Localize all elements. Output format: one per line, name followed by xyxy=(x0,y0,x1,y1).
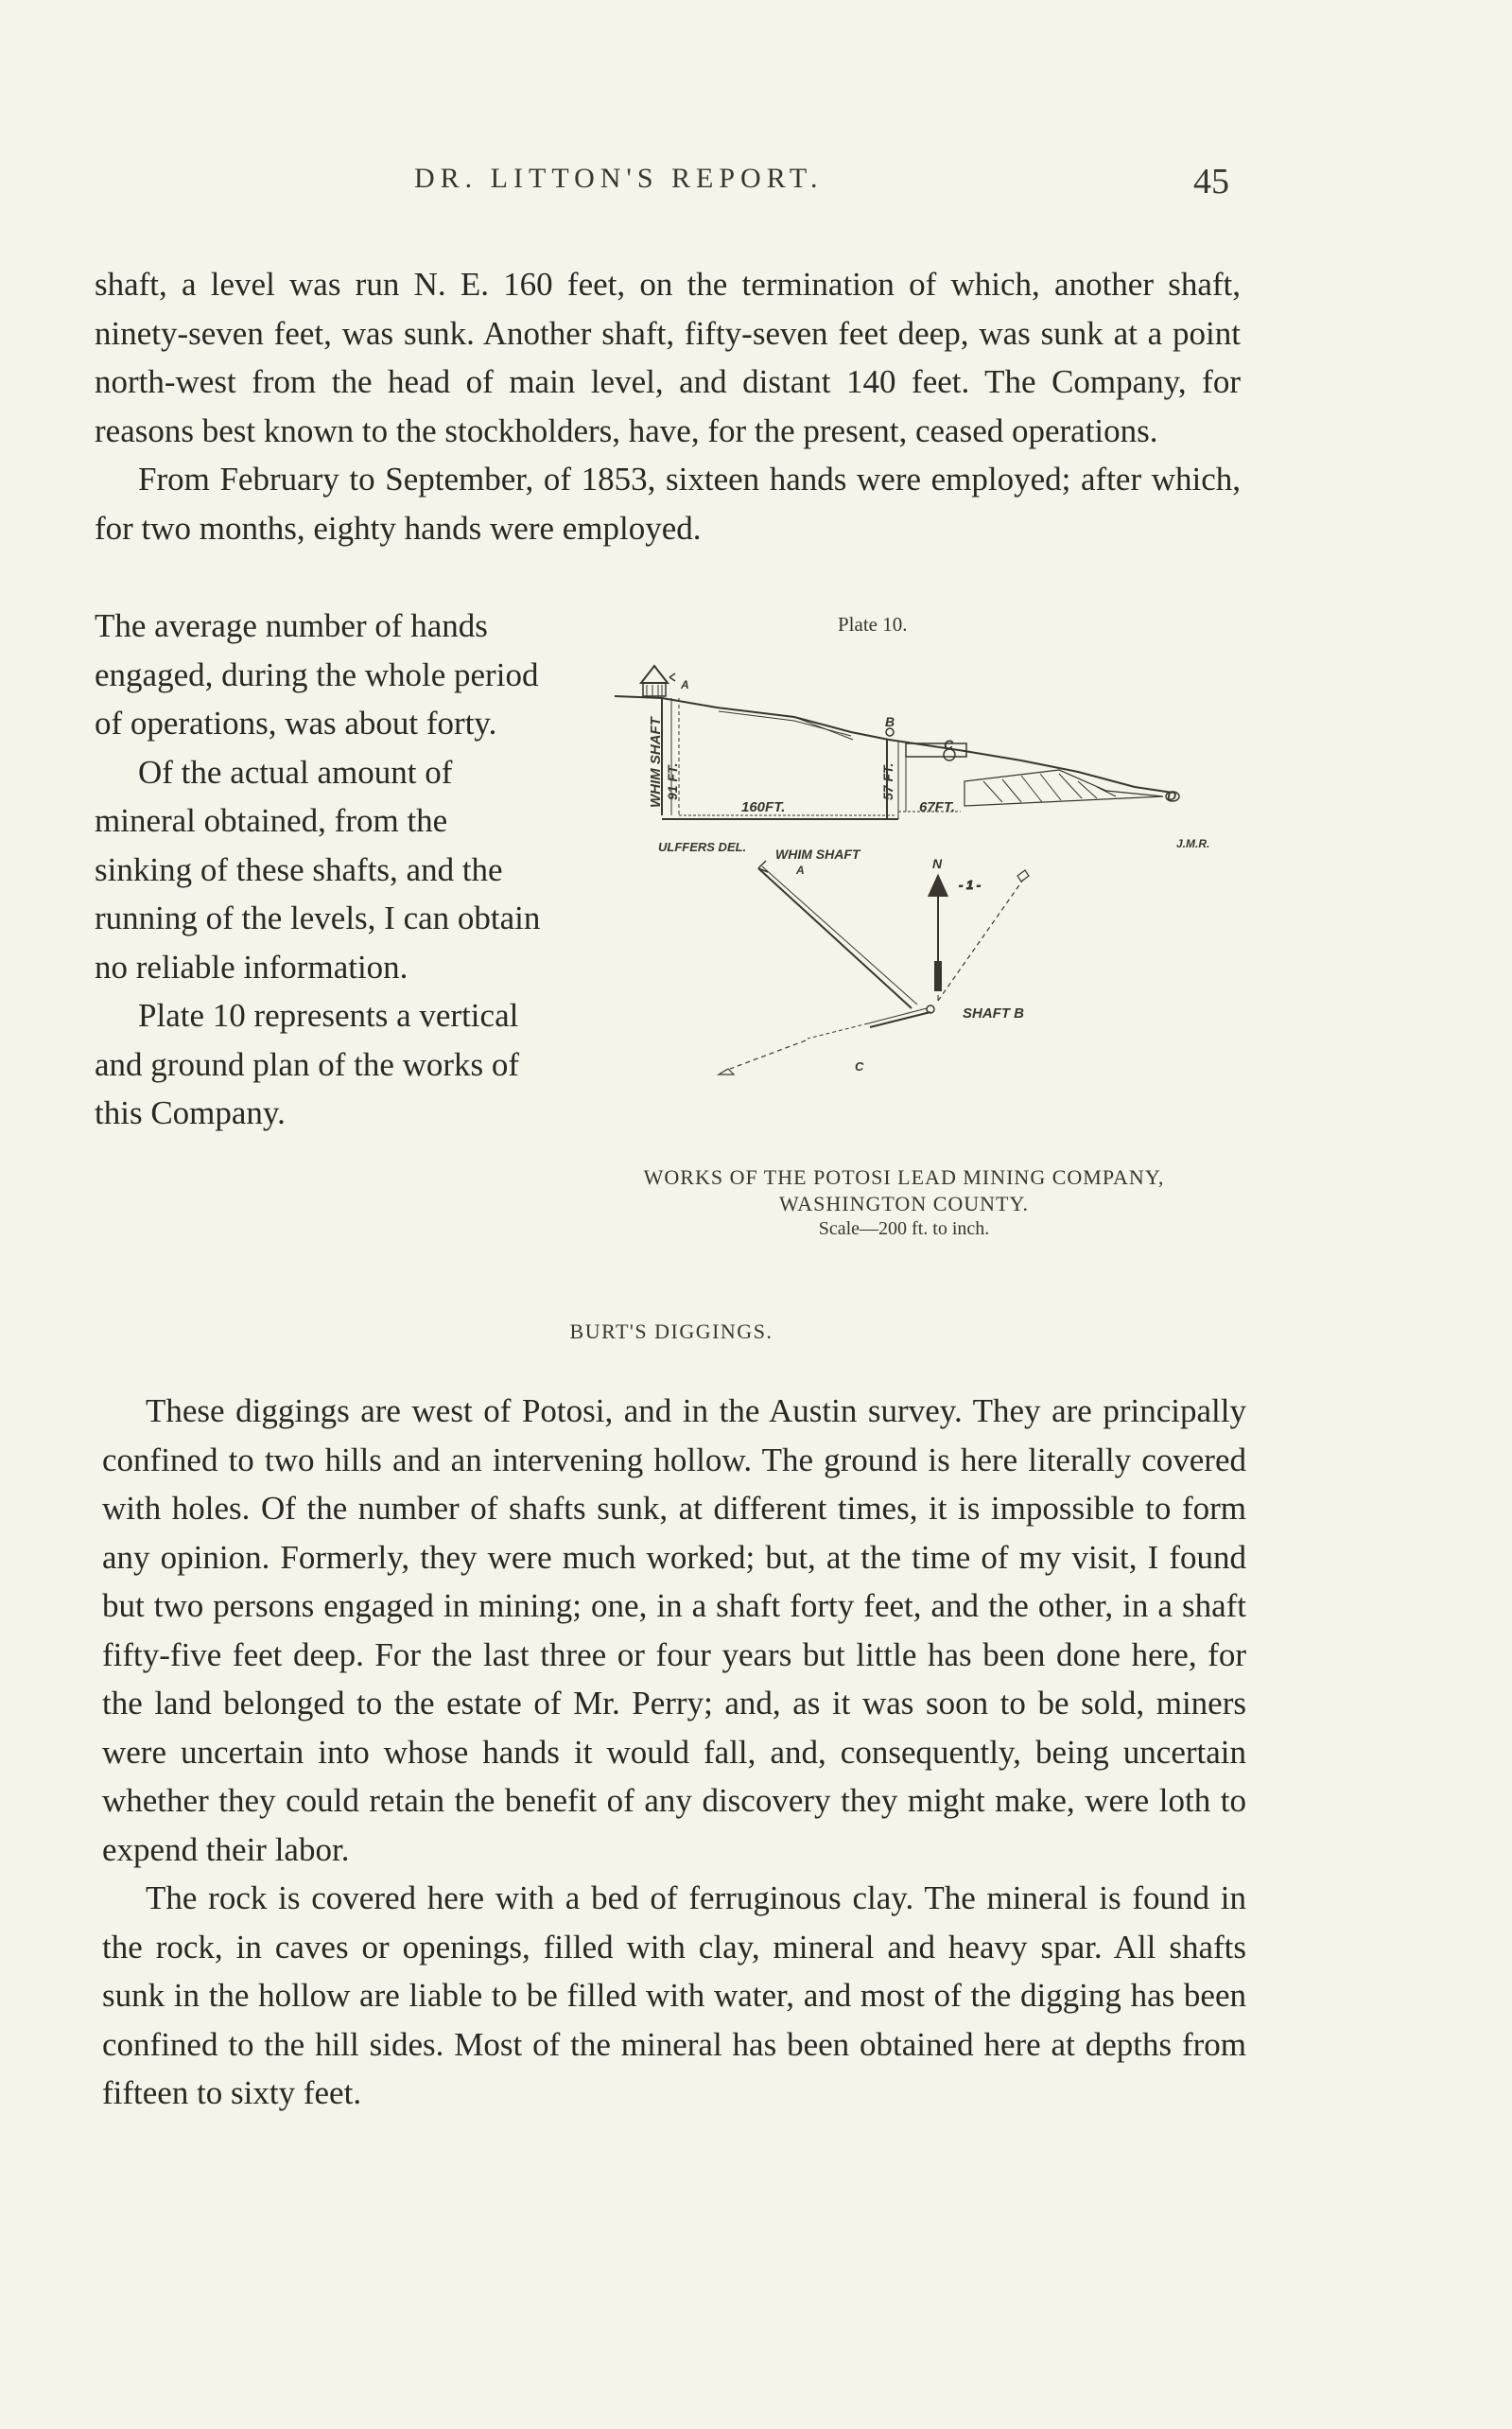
ground-plan-labels xyxy=(775,847,1024,1074)
page-number: 45 xyxy=(1193,162,1229,201)
level-160-label: 160FT. xyxy=(741,799,786,815)
dash-mark: - 1 - xyxy=(959,878,982,892)
depth-57-label: 57 FT. xyxy=(880,762,895,800)
mark-a-plan-label: A xyxy=(796,864,805,877)
bottom-text-block xyxy=(102,1387,1246,2118)
whim-house-icon xyxy=(641,666,675,696)
depth-91-label: 91 FT. xyxy=(665,762,680,800)
paragraph-plate-reference: Plate 10 represents a vertical and ground plan of the works of this Company. xyxy=(95,997,520,1131)
mark-b-label: B xyxy=(885,714,895,729)
north-label: N xyxy=(932,856,943,871)
caption-county: WASHINGTON COUNTY. xyxy=(778,1192,1030,1215)
paragraph-mineral-obtained: Of the actual amount of mineral obtained, from the sinking of these shafts, and the running of the levels, I can obtain no reliable information. xyxy=(95,753,541,986)
paragraph-average-hands: The average number of hands engaged, during the whole period of operations, was about forty. xyxy=(95,607,539,742)
plate-label: Plate 10. xyxy=(838,613,908,636)
left-column-text xyxy=(95,602,548,1138)
top-text-block xyxy=(95,260,1241,552)
paragraph-hands-employed: From February to September, of 1853, sixteen hands were employed; after which, for two months, eighty hands were employed. xyxy=(95,461,1241,547)
ground-plan xyxy=(719,861,1029,1075)
mark-c-plan-label: C xyxy=(855,1059,864,1074)
mark-d-label: D xyxy=(1167,788,1177,803)
caption-main: WORKS OF THE POTOSI LEAD MINING COMPANY, xyxy=(643,1165,1165,1189)
mark-a-top-label: A xyxy=(681,678,689,691)
running-head: DR. LITTON'S REPORT. xyxy=(414,163,824,194)
delineator-label: ULFFERS DEL. xyxy=(658,840,747,854)
vertical-section xyxy=(615,666,1179,819)
whim-shaft-vertical-label: WHIM SHAFT xyxy=(648,717,664,808)
section-heading: BURT'S DIGGINGS. xyxy=(569,1319,773,1343)
length-67-label: 67FT. xyxy=(919,799,956,815)
vertical-section-labels xyxy=(648,678,1209,854)
initials-label: J.M.R. xyxy=(1176,837,1210,850)
paragraph-shaft-level: shaft, a level was run N. E. 160 feet, on the termination of which, another shaft, ninety-seven feet, was sunk. Another shaft, fifty-seven feet deep, was sunk at a point north-west from the head of main level, and distant 140 feet. The Company, for reasons best known to the stockholders, have, for the present, ceased operations. xyxy=(95,266,1241,449)
plate-figure xyxy=(605,649,1248,1141)
paragraph-rock-description: The rock is covered here with a bed of ferruginous clay. The mineral is found in the rock, in caves or openings, filled with clay, mineral and heavy spar. All shafts sunk in the hollow are liable to be filled with water, and most of the digging has been confined to the hill sides. Most of the mineral has been obtained here at depths from fifteen to sixty feet. xyxy=(102,1879,1246,2111)
whim-shaft-plan-label: WHIM SHAFT xyxy=(775,847,860,862)
caption-scale: Scale—200 ft. to inch. xyxy=(818,1218,990,1239)
shaft-b-label: SHAFT B xyxy=(963,1005,1024,1022)
figure-caption xyxy=(573,1165,1235,1240)
paragraph-burts-diggings: These diggings are west of Potosi, and in the Austin survey. They are principally confined to two hills and an intervening hollow. The ground is here literally covered with holes. Of the number of shafts sunk, at different times, it is impossible to form any opinion. Formerly, they were much worked; but, at the time of my visit, I found but two persons engaged in mining; one, in a shaft forty feet, and the other, in a shaft fifty-five feet deep. For the last three or four years but little has been done here, for the land belonged to the estate of Mr. Perry; and, as it was soon to be sold, miners were uncertain into whose hands it would fall, and, consequently, being uncertain whether they could retain the benefit of any discovery they might make, were loth to expend their labor. xyxy=(102,1392,1246,1868)
mark-c-top-label: C xyxy=(944,737,954,752)
